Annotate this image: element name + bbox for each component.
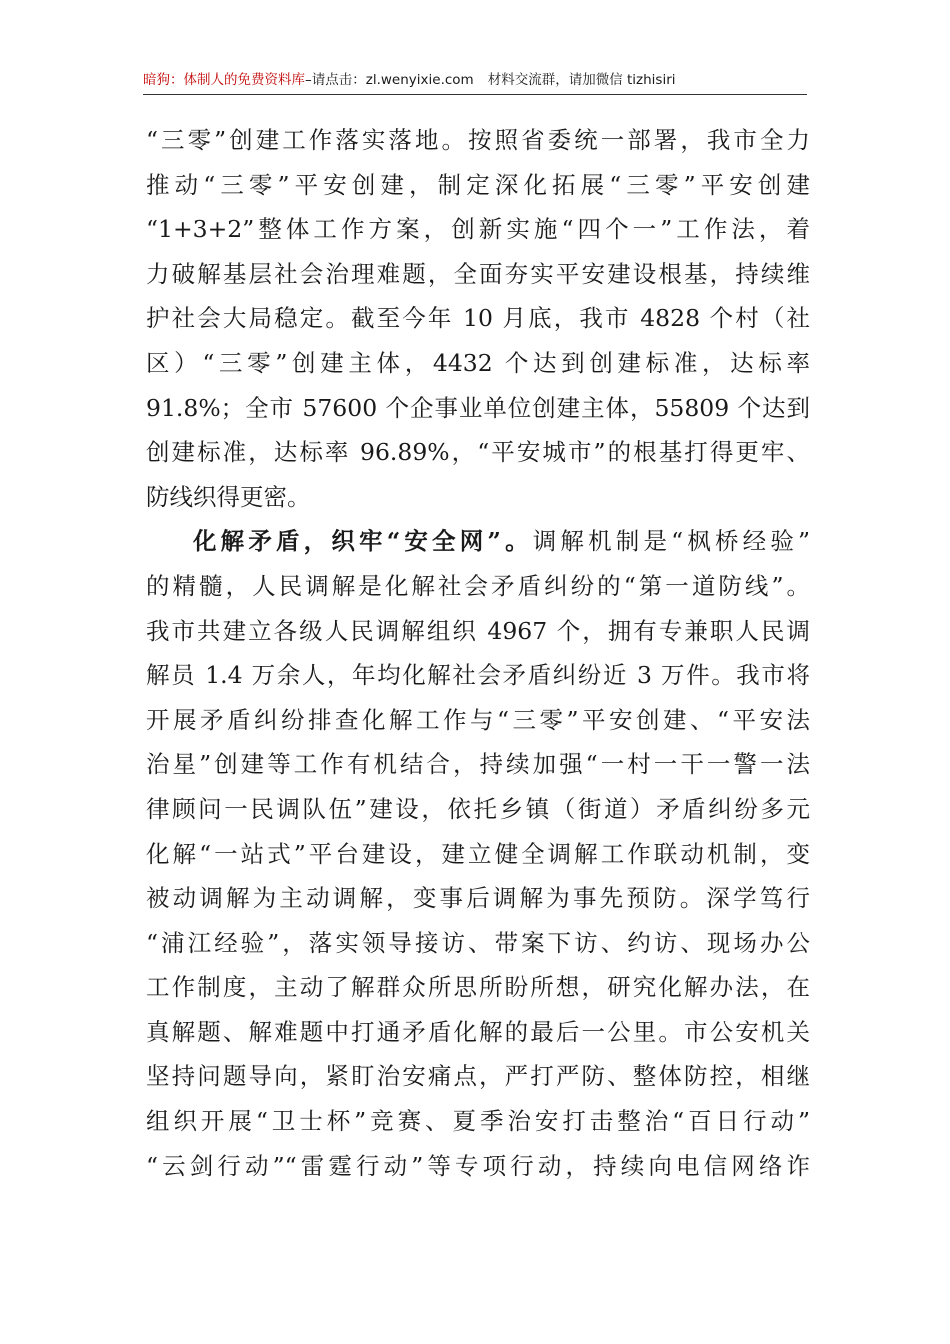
document-header [143, 68, 807, 95]
header-contact: 材料交流群，请加微信 tizhisiri [487, 72, 676, 88]
paragraph-line: 真解题、解难题中打通矛盾化解的最后一公里。市公安机关 [146, 1017, 810, 1046]
paragraph-line: 我市共建立各级人民调解组织 4967 个，拥有专兼职人民调 [146, 616, 810, 645]
paragraph-line: 组织开展“卫士杯”竞赛、夏季治安打击整治“百日行动” [146, 1107, 810, 1136]
paragraph-line: “浦江经验”，落实领导接访、带案下访、约访、现场办公 [146, 928, 810, 957]
paragraph-line: 工作制度，主动了解群众所思所盼所想，研究化解办法，在 [146, 973, 810, 1002]
paragraph-line: 91.8%；全市 57600 个企事业单位创建主体，55809 个达到 [146, 393, 810, 422]
section-heading: 化解矛盾，织牢“安全网”。 [193, 527, 533, 556]
paragraph-line: 创建标准，达标率 96.89%，“平安城市”的根基打得更牢、 [146, 438, 810, 467]
paragraph-line: “三零”创建工作落实落地。按照省委统一部署，我市全力 [146, 126, 810, 154]
paragraph-line: 的精髓，人民调解是化解社会矛盾纠纷的“第一道防线”。 [146, 571, 810, 600]
paragraph-line: 区）“三零”创建主体，4432 个达到创建标准，达标率 [146, 348, 810, 377]
header-click-prompt: –请点击： [305, 72, 366, 88]
paragraph-line: 推动“三零”平安创建，制定深化拓展“三零”平安创建 [146, 170, 810, 199]
paragraph-line: 化解“一站式”平台建设，建立健全调解工作联动机制，变 [146, 839, 810, 868]
paragraph-line: 治星”创建等工作有机结合，持续加强“一村一干一警一法 [146, 750, 810, 779]
section-heading-rest: 调解机制是“枫桥经验” [532, 527, 810, 556]
section-heading-line [146, 519, 810, 564]
paragraph-line: 被动调解为主动调解，变事后调解为事先预防。深学笃行 [146, 884, 810, 913]
paragraph-line: “云剑行动”“雷霆行动”等专项行动，持续向电信网络诈 [146, 1151, 810, 1180]
paragraph-line: 防线织得更密。 [146, 482, 311, 511]
paragraph-line: 坚持问题导向，紧盯治安痛点，严打严防、整体防控，相继 [146, 1062, 810, 1091]
paragraph-line: 律顾问一民调队伍”建设，依托乡镇（街道）矛盾纠纷多元 [146, 794, 810, 823]
paragraph-line: 护社会大局稳定。截至今年 10 月底，我市 4828 个村（社 [146, 304, 810, 333]
paragraph-line: “1+3+2”整体工作方案，创新实施“四个一”工作法，着 [146, 215, 810, 244]
header-site-name: 暗狗：体制人的免费资料库 [143, 72, 305, 88]
paragraph-line: 力破解基层社会治理难题，全面夯实平安建设根基，持续维 [146, 259, 810, 288]
header-url-link[interactable]: zl.wenyixie.com [365, 72, 474, 88]
paragraph-line: 解员 1.4 万余人，年均化解社会矛盾纠纷近 3 万件。我市将 [146, 661, 810, 690]
document-body [146, 118, 810, 1188]
paragraph-line: 开展矛盾纠纷排查化解工作与“三零”平安创建、“平安法 [146, 705, 810, 734]
